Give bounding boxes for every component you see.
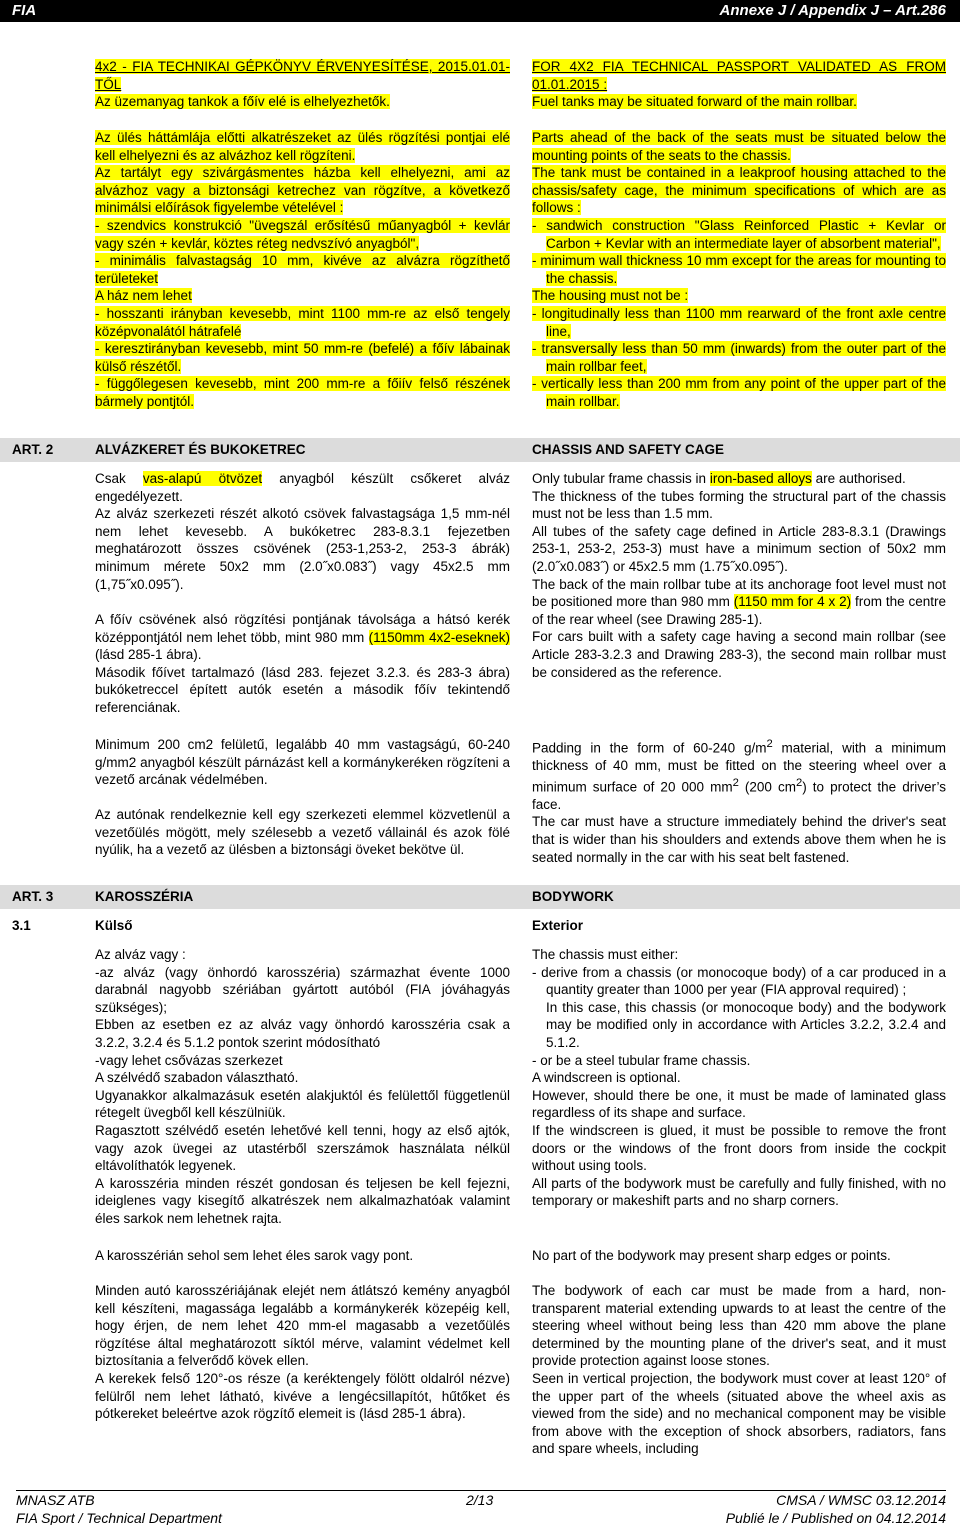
tank-en-p3: The housing must not be :	[532, 288, 689, 304]
tank-hu-li1: - szendvics konstrukció "üvegszál erősítésű műanyagból + kevlár vagy szén + kevlár, köztes réteg nedvszívó anyagból",	[95, 217, 510, 251]
art2-en-p6-sup2: 2	[732, 776, 739, 789]
intro-en-title: FOR 4X2 FIA TECHNICAL PASSPORT VALIDATED AS FROM 01.01.2015 :	[532, 59, 946, 92]
art2-en-p4-b: from the centre of the rear wheel (see Drawing 285-1).	[532, 594, 946, 627]
art3-en-body	[532, 946, 946, 1210]
art3-hu-body-2	[95, 1282, 510, 1423]
tank-en-p1: Parts ahead of the back of the seats must be situated below the mounting points of the seats to the chassis.	[532, 130, 946, 163]
tank-hu-p3: A ház nem lehet	[95, 288, 192, 304]
art2-en-p6-a: Padding in the form of 60-240 g/m	[532, 740, 767, 756]
art2-en-body	[532, 470, 946, 681]
art2-en-p7: The car must have a structure immediately behind the driver's seat that is wider than his shoulders and extends above them when he is seated normally in the car with his seat belt fastened.	[532, 814, 946, 865]
art3-en-li2: - or be a steel tubular frame chassis.	[532, 1052, 751, 1068]
art3-en-title: BODYWORK	[532, 889, 614, 904]
header-left: FIA	[12, 2, 37, 19]
page-footer	[16, 1490, 946, 1525]
art2-hu-body-2	[95, 611, 510, 717]
art2-hu-p5: Minimum 200 cm2 felületű, legalább 40 mm vastagságú, 60-240 g/mm2 anyagból készült párnázást kell a kormánykeréken rögzíteni a vezető arcának védelmében.	[95, 737, 510, 788]
footer-page-number: 2/13	[466, 1492, 494, 1508]
art3-hu-p8: A karosszéria minden részét gondosan és teljesen be kell fejezni, ideiglenes vagy kisegítő alkatrészek nem alkalmazhatóak valamint éles sarkok nem lehetnek rajta.	[95, 1175, 510, 1226]
art3-label: ART. 3	[12, 889, 54, 904]
tank-hu-li4: - keresztirányban kevesebb, mint 50 mm-re (befelé) a főív lábainak külső részétől.	[95, 341, 510, 374]
art2-label: ART. 2	[12, 442, 54, 457]
art2-en-p6-sup3: 2	[795, 776, 803, 789]
intro-hu-tank-line: Az üzemanyag tankok a főív elé is elhelyezhetők.	[95, 94, 390, 110]
art3-hu-p2: -az alváz (vagy önhordó karosszéria) származhat évente 1000 darabnál nagyobb szériában gyártott autóból (FIA jóváhagyás szükséges);	[95, 964, 510, 1015]
art3-hu-sub: Külső	[95, 918, 133, 933]
tank-en-li2: - minimum wall thickness 10 mm except for the areas for mounting to the chassis.	[532, 253, 946, 286]
art3-en-p2: A windscreen is optional.	[532, 1070, 681, 1086]
art3-hu-p4: -vagy lehet csővázas szerkezet	[95, 1052, 283, 1068]
art2-en-p6-sup1: 2	[766, 738, 773, 750]
art2-en-p6	[532, 736, 946, 813]
art3-en-p8: Seen in vertical projection, the bodywork must cover at least 120° of the upper part of the wheels (situated above the wheel axis as viewed from the side) and no mechanical component may be visible from above with the exception of shock absorbers, radiators, fans and spare wheels, including	[532, 1370, 946, 1457]
art3-hu-p5: A szélvédő szabadon választható.	[95, 1070, 299, 1086]
footer-right-1: CMSA / WMSC 03.12.2014	[776, 1492, 946, 1508]
art3-hu-title: KAROSSZÉRIA	[95, 889, 194, 904]
header-right: Annexe J / Appendix J – Art.286	[719, 2, 946, 19]
art3-hu-p9: A karosszérián sehol sem lehet éles sarok vagy pont.	[95, 1248, 414, 1263]
tank-hu-li3: - hosszanti irányban kevesebb, mint 1100 mm-re az első tengely középvonalától hátrafelé	[95, 305, 510, 339]
art3-en-li1b: In this case, this chassis (or monocoque body) and the bodywork may be modified only in accordance with Articles 3.2.2, 3.2.4 and 5.1.2.	[546, 999, 946, 1050]
art3-hu-p7: Ragasztott szélvédő esetén lehetővé kell tenni, hogy az első ajtók, vagy azok üvegei az utastérből szerszámok használata nélkül eltávolíthatók legyenek.	[95, 1122, 510, 1174]
footer-left-1: MNASZ ATB	[16, 1492, 95, 1508]
tank-hu	[95, 129, 510, 411]
art3-hu-body	[95, 946, 510, 1228]
art3-hu-p10: Minden autó karosszériájának elejét nem átlátszó kemény anyagból kell készíteni, magassága legalább a kormánykerék közepéig kell, hogy érjen, de nem lehet 420 mm-el magasabb a vezetőülés rögzítése által meghatározott síktól mérve, valamint védelmet kell biztosítania a felverődő kövek ellen.	[95, 1283, 510, 1369]
art3-hu-p11: A kerekek felső 120°-os része (a keréktengely fölött oldalról nézve) felülről nem lehet látható, kivéve a lengécsillapítót, hűtőket és pótkereket beleértve azok rögzítő elemeit is (lásd 285-1 ábra).	[95, 1370, 510, 1422]
art3-en-body-2	[532, 1282, 946, 1458]
tank-en-li5: - vertically less than 200 mm from any point of the upper part of the main rollbar.	[532, 376, 946, 409]
art2-en-p1-highlight: iron-based alloys	[709, 471, 812, 486]
art2-en-p6-c: (200 cm	[738, 779, 796, 795]
art2-hu-p3-b: (lásd 285-1 ábra).	[95, 647, 202, 663]
intro-hu	[95, 58, 510, 111]
art3-en-p6: No part of the bodywork may present sharp edges or points.	[532, 1248, 891, 1263]
art3-sub-label: 3.1	[12, 918, 31, 933]
footer-right-2: Publié le / Published on 04.12.2014	[725, 1510, 946, 1525]
art2-en-p1-a: Only tubular frame chassis in	[532, 471, 710, 486]
art2-en-p4-a: The back of the main rollbar tube at its anchorage foot level must not be positioned more than 980 mm	[532, 576, 946, 610]
art3-en-sub: Exterior	[532, 918, 584, 933]
art3-en-p4: If the windscreen is glued, it must be possible to remove the front doors or the windows of the front doors from inside the cockpit without using tools.	[532, 1122, 946, 1174]
art2-hu-p3-highlight: (1150mm 4x2-eseknek)	[368, 629, 510, 645]
tank-hu-li2: - minimális falvastagság 10 mm, kivéve az alvázra rögzíthető területeket	[95, 253, 510, 286]
intro-en-tank-line: Fuel tanks may be situated forward of the main rollbar.	[532, 94, 857, 110]
art2-en-body-2	[532, 736, 946, 866]
art3-en-p3: However, should there be one, it must be made of laminated glass regardless of its shape and surface.	[532, 1087, 946, 1121]
tank-en	[532, 129, 946, 411]
footer-left-2: FIA Sport / Technical Department	[16, 1510, 222, 1525]
art2-en-title: CHASSIS AND SAFETY CAGE	[532, 442, 725, 457]
art2-hu-p2: Az alváz szerkezeti részét alkotó csövek falvastagsága 1,5 mm-nél nem lehet kevesebb. A bukóketrec 283-8.3.1 fejezetben meghatározott összes csövének (253-1,253-2, 253-3 ábrák) minimum mérete 50x2 mm (2.0˝x0.083˝) vagy 45x2.5 mm (1,75˝x0.095˝).	[95, 506, 510, 592]
art3-hu-p3: Ebben az esetben ez az alváz vagy önhordó karosszéria csak a 3.2.2, 3.2.4 és 5.1.2 pontok szerint módosítható	[95, 1017, 510, 1050]
art3-hu-p1: Az alváz vagy :	[95, 947, 186, 962]
art2-en-p2: The thickness of the tubes forming the structural part of the chassis must not be less than 1.5 mm.	[532, 488, 946, 522]
intro-en	[532, 58, 946, 111]
art2-hu-p1-a: Csak	[95, 471, 143, 486]
art2-en-p6-d: ) to protect the driver’s face.	[532, 779, 946, 812]
art2-en-p3: All tubes of the safety cage defined in Article 283-8.3.1 (Drawings 253-1, 253-2, 253-3) must have a minimum section of 50x2 mm (2.0˝x0.083˝) or 45x2.5 mm (1.75˝x0.095˝).	[532, 523, 946, 574]
art3-en-li1: - derive from a chassis (or monocoque body) of a car produced in a quantity greater than 1000 per year (FIA approval required) ;	[532, 964, 946, 998]
tank-hu-li5: - függőlegesen kevesebb, mint 200 mm-re a főiív felső részének bármely pontjtól.	[95, 376, 510, 409]
art2-en-p5: For cars built with a safety cage having a second main rollbar (see Article 283-3.2.3 and Drawing 283-3), the second main rollbar must be considered as the reference.	[532, 629, 946, 680]
art3-hu-p6: Ugyanakkor alkalmazásuk esetén alakjuktól és felülettől függetlenül rétegelt üvegből kell készülniük.	[95, 1087, 510, 1121]
tank-en-p2: The tank must be contained in a leakproof housing attached to the chassis/safety cage, the minimum specifications of which are as follows :	[532, 165, 946, 216]
art2-hu-p1-highlight: vas-alapú ötvözet	[142, 471, 263, 486]
art2-en-p1-b: are authorised.	[811, 471, 906, 486]
art2-hu-p4: Második főívet tartalmazó (lásd 283. fejezet 3.2.3. és 283-3 ábra) bukóketreccel épített autók esetén a második főív tekintendő referenciának.	[95, 664, 510, 715]
art2-hu-p3-a: A főív csövének alsó rögzítési pontjának távolsága a hátsó kerék középpontjától nem lehet több, mint 980 mm	[95, 612, 510, 645]
intro-hu-title: 4x2 - FIA TECHNIKAI GÉPKÖNYV ÉRVENYESÍTÉSE, 2015.01.01-TŐL	[95, 59, 510, 92]
tank-hu-p1: Az ülés háttámlája előtti alkatrészeket az ülés rögzítési pontjai elé kell elhelyezni és az alvázhoz kell rögzíteni.	[95, 130, 510, 163]
art3-en-p7: The bodywork of each car must be made from a hard, non-transparent material extending upwards to at least the centre of the steering wheel without being less than 420 mm above the plane determined by the mounting plane of the driver's seat, and it must provide protection against loose stones.	[532, 1283, 946, 1369]
art3-en-p1: The chassis must either:	[532, 947, 679, 962]
art2-hu-p1-b: anyagból készült csőkeret alváz engedélyezett.	[95, 471, 511, 504]
tank-en-li1: - sandwich construction "Glass Reinforced Plastic + Kevlar or Carbon + Kevlar with an intermediate layer of absorbent material",	[532, 217, 946, 251]
art3-en-p5: All parts of the bodywork must be carefully and fully finished, with no temporary or makeshift parts and no sharp corners.	[532, 1175, 946, 1209]
page-header	[0, 0, 960, 22]
art2-hu-body	[95, 470, 510, 593]
art2-en-p4-highlight: (1150 mm for 4 x 2)	[733, 594, 852, 610]
tank-en-li3: - longitudinally less than 1100 mm rearward of the front axle centre line,	[532, 305, 946, 339]
tank-hu-p2: Az tartályt egy szivárgásmentes házba kell elhelyezni, ami az alvázhoz vagy a biztonsági ketrechez van rögzítve, a következő minimálsi előírások figyelembe vételével :	[95, 165, 510, 216]
tank-en-li4: - transversally less than 50 mm (inwards) from the outer part of the main rollbar feet,	[532, 341, 946, 374]
art2-en-p6-b: material, with a minimum thickness of 40 mm, must be fitted on the steering wheel over a minimum surface of 20 000 mm	[532, 740, 946, 795]
art2-hu-p6: Az autónak rendelkeznie kell egy szerkezeti elemmel közvetlenül a vezetőülés mögött, mely szélesebb a vezető vállainál és azok fölé nyúlik, ha a vezető az ülésben a biztonsági öveket bekötve ül.	[95, 807, 510, 858]
art2-hu-title: ALVÁZKERET ÉS BUKOKETREC	[95, 442, 306, 457]
